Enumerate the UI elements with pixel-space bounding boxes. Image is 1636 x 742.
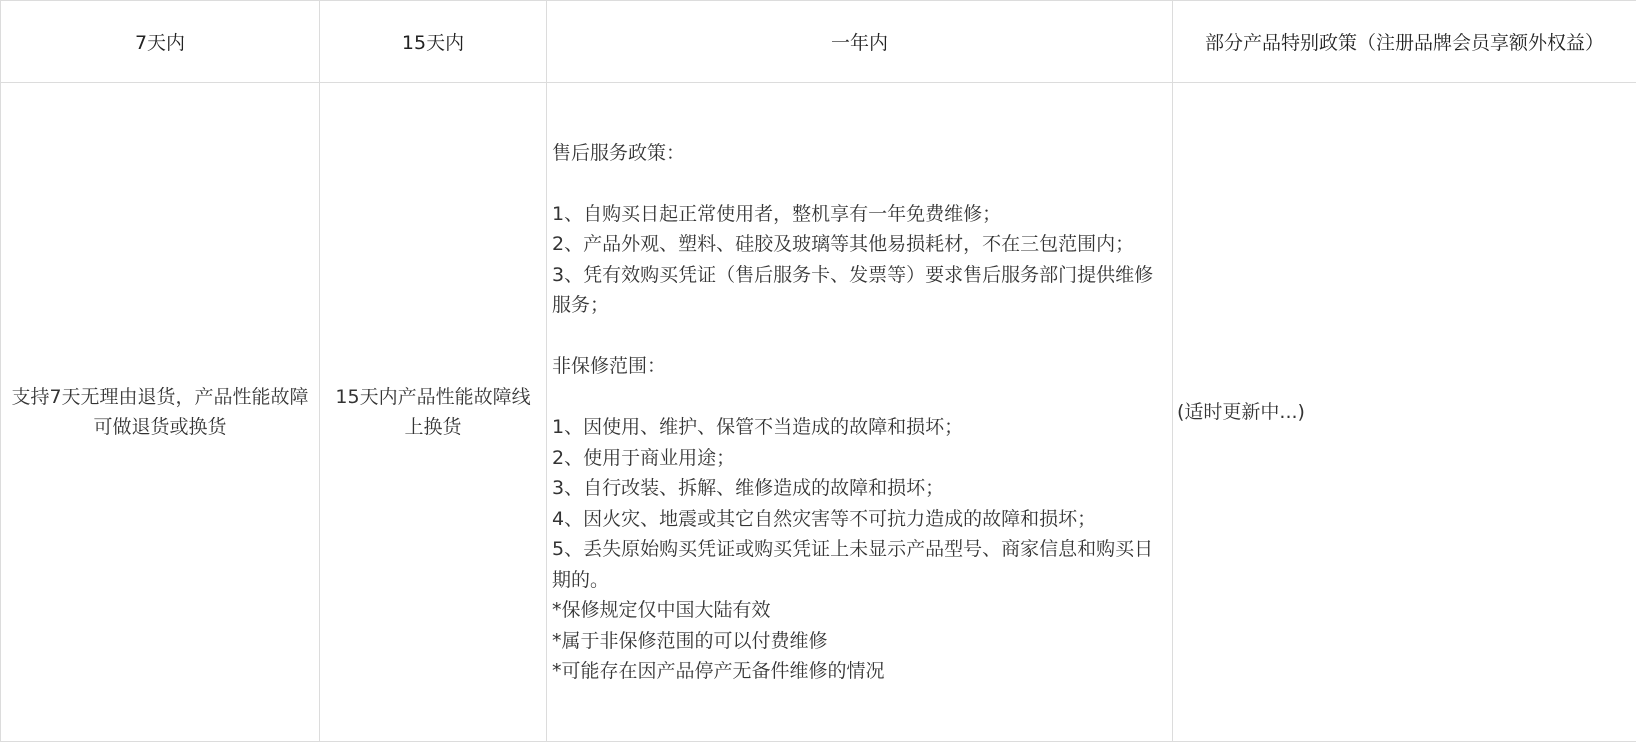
policy-spacer <box>552 382 1164 413</box>
policy-line: *属于非保修范围的可以付费维修 <box>552 629 828 652</box>
policy-line: 1、因使用、维护、保管不当造成的故障和损坏； <box>552 416 964 438</box>
policy-spacer <box>552 321 1164 352</box>
header-one-year: 一年内 <box>547 1 1173 83</box>
policy-line: 1、自购买日起正常使用者，整机享有一年免费维修； <box>552 202 1002 225</box>
policy-line: 售后服务政策： <box>552 141 686 164</box>
header-7-days: 7天内 <box>1 1 320 83</box>
policy-line: 非保修范围： <box>552 355 667 377</box>
policy-line: *可能存在因产品停产无备件维修的情况 <box>552 660 885 682</box>
cell-15-days-policy: 15天内产品性能故障线上换货 <box>320 83 547 742</box>
policy-line: 3、凭有效购买凭证（售后服务卡、发票等）要求售后服务部门提供维修服务； <box>552 263 1154 316</box>
policy-line: 5、丢失原始购买凭证或购买凭证上未显示产品型号、商家信息和购买日期的。 <box>552 538 1154 591</box>
table-header-row <box>1 1 1636 83</box>
cell-one-year-policy <box>547 83 1173 742</box>
policy-spacer <box>552 168 1164 199</box>
policy-line: 2、产品外观、塑料、硅胶及玻璃等其他易损耗材，不在三包范围内； <box>552 233 1135 255</box>
policy-line: 4、因火灾、地震或其它自然灾害等不可抗力造成的故障和损坏； <box>552 507 1097 530</box>
header-15-days: 15天内 <box>320 1 547 83</box>
policy-line: *保修规定仅中国大陆有效 <box>552 599 771 621</box>
header-special-policy: 部分产品特别政策（注册品牌会员享额外权益） <box>1173 1 1636 83</box>
policy-line: 2、使用于商业用途； <box>552 446 736 469</box>
table-row <box>1 83 1636 742</box>
cell-7-days-policy: 支持7天无理由退货，产品性能故障可做退货或换货 <box>1 83 320 742</box>
cell-special-policy: (适时更新中...) <box>1173 83 1636 742</box>
policy-line: 3、自行改装、拆解、维修造成的故障和损坏； <box>552 477 945 499</box>
